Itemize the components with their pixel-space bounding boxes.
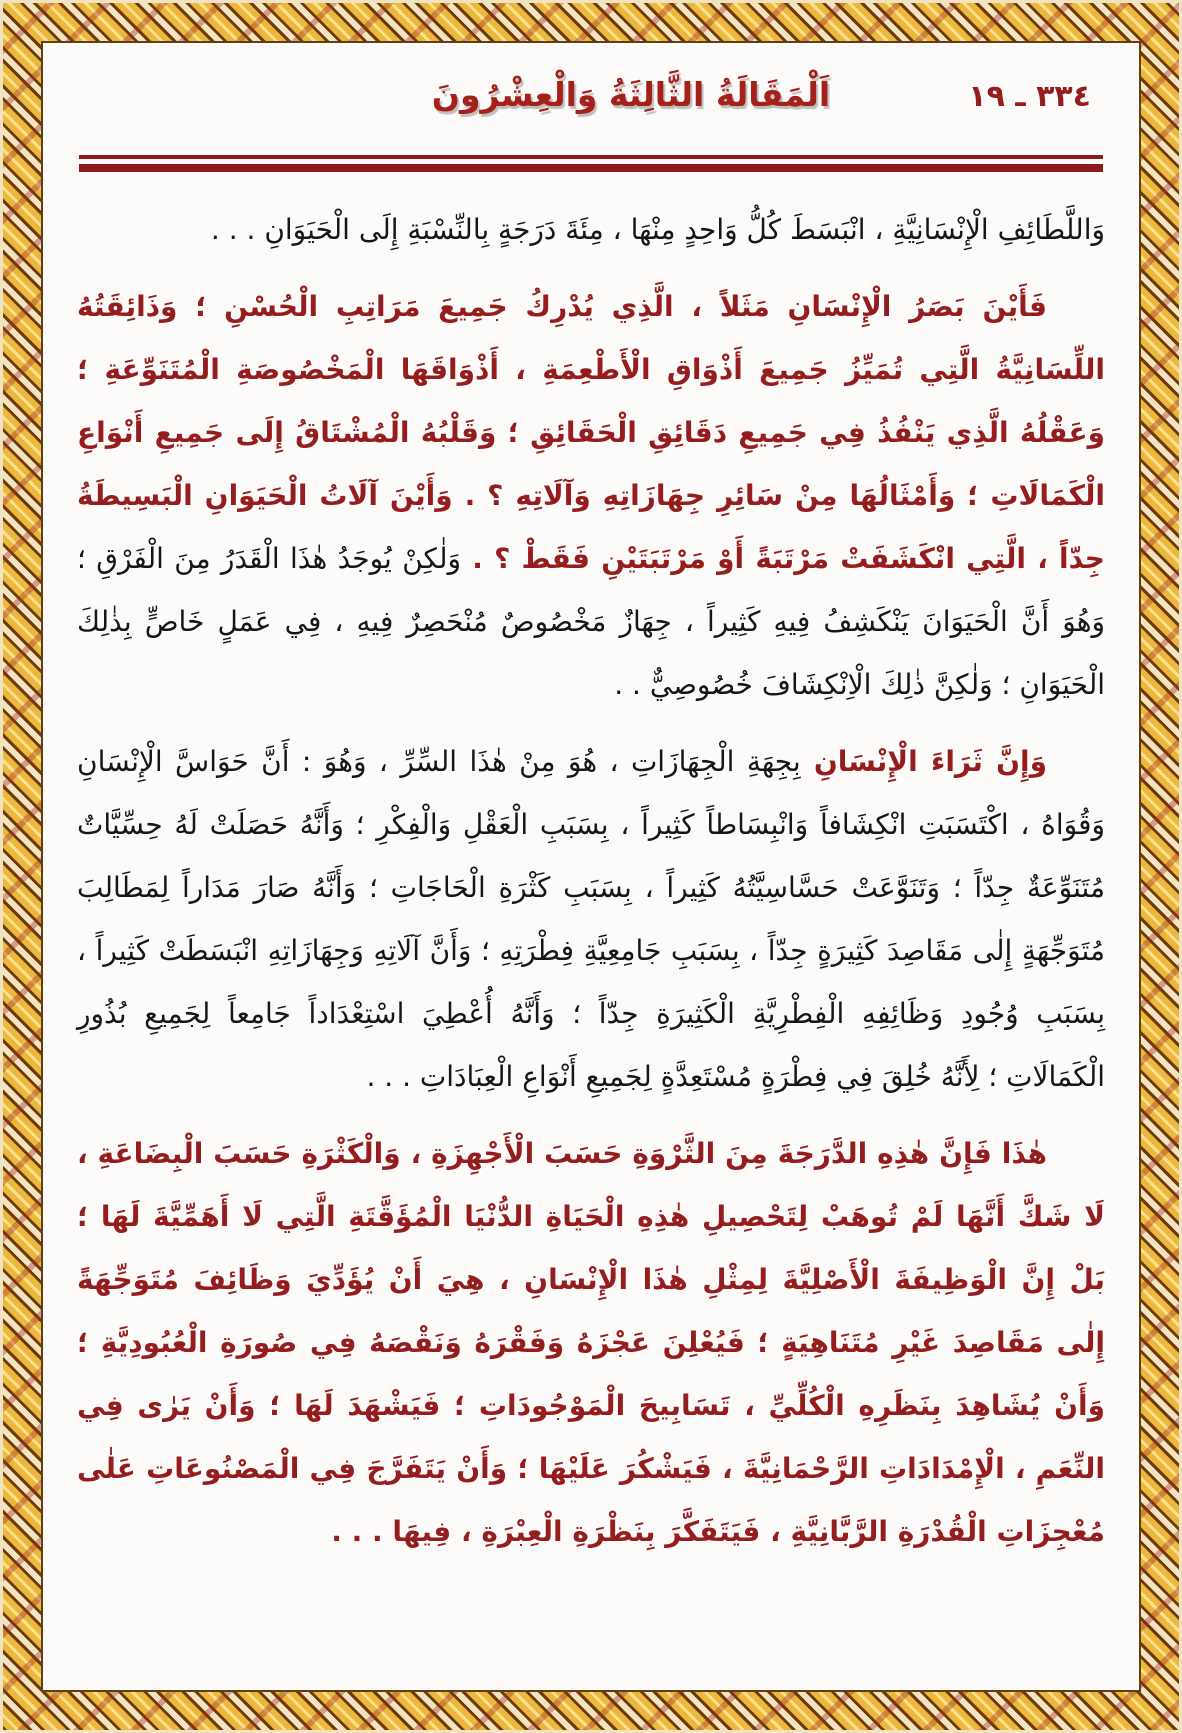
paragraph <box>77 730 1105 1108</box>
book-page <box>41 41 1141 1692</box>
header-divider-thick-rule <box>79 164 1103 172</box>
paragraph-text: وَاللَّطَائِفِ الْإِنْسَانِيَّةِ ، انْبَسَطَ كُلُّ وَاحِدٍ مِنْهَا ، مِئَةَ دَرَجَةٍ بِالنِّسْبَةِ إِلَى الْحَيَوَانِ . . . <box>210 213 1105 246</box>
page-number: ٣٣٤ ـ ١٩ <box>968 79 1091 114</box>
page-title: اَلْمَقَالَةُ الثَّالِثَةُ وَالْعِشْرُونَ <box>431 75 831 114</box>
paragraph-text-red: وَإِنَّ ثَرَاءَ الْإِنْسَانِ <box>800 745 1047 778</box>
header-divider <box>79 155 1103 172</box>
body-text <box>77 198 1105 1563</box>
paragraph-text-red: فَأَيْنَ بَصَرُ الْإِنْسَانِ مَثَلاً ، الَّذِي يُدْرِكُ جَمِيعَ مَرَاتِبِ الْحُسْنِ ؛ وَذَائِقَتُهُ اللِّسَانِيَّةُ الَّتِي تُمَيِّزُ جَمِيعَ أَذْوَاقِ الْأَطْعِمَةِ ، أَذْوَاقَهَا الْمَخْصُوصَةِ الْمُتَنَوِّعَةِ ؛ وَعَقْلُهُ الَّذِي يَنْفُذُ فِي جَمِيعِ دَقَائِقِ الْحَقَائِقِ ؛ وَقَلْبُهُ الْمُشْتَاقُ إِلَى جَمِيعِ أَنْوَاعِ الْكَمَالَاتِ ؛ وَأَمْثَالُهَا مِنْ سَائِرِ جِهَازَاتِهِ وَآلَاتِهِ ؟ . وَأَيْنَ آلَاتُ الْحَيَوَانِ الْبَسِيطَةُ جِدّاً ، الَّتِي انْكَشَفَتْ مَرْتَبَةً أَوْ مَرْتَبَتَيْنِ فَقَطْ ؟ . <box>77 290 1105 575</box>
paragraph <box>77 198 1105 261</box>
paragraph-text-red: هٰذَا فَإِنَّ هٰذِهِ الدَّرَجَةَ مِنَ الثَّرْوَةِ حَسَبَ الْأَجْهِزَةِ ، وَالْكَثْرَةِ حَسَبَ الْبِضَاعَةِ ، لَا شَكَّ أَنَّهَا لَمْ تُوهَبْ لِتَحْصِيلِ هٰذِهِ الْحَيَاةِ الدُّنْيَا الْمُؤَقَّتَةِ الَّتِي لَا أَهَمِّيَّةَ لَهَا ؛ بَلْ إِنَّ الْوَظِيفَةَ الْأَصْلِيَّةَ لِمِثْلِ هٰذَا الْإِنْسَانِ ، هِيَ أَنْ يُؤَدِّيَ وَظَائِفَ مُتَوَجِّهَةً إِلٰى مَقَاصِدَ غَيْرِ مُتَنَاهِيَةٍ ؛ فَيُعْلِنَ عَجْزَهُ وَفَقْرَهُ وَنَقْصَهُ فِي صُورَةِ الْعُبُودِيَّةِ ؛ وَأَنْ يُشَاهِدَ بِنَظَرِهِ الْكُلِّيِّ ، تَسَابِيحَ الْمَوْجُودَاتِ ؛ فَيَشْهَدَ لَهَا ؛ وَأَنْ يَرٰى فِي النِّعَمِ ، الْإِمْدَادَاتِ الرَّحْمَانِيَّةَ ، فَيَشْكُرَ عَلَيْهَا ؛ وَأَنْ يَتَفَرَّجَ فِي الْمَصْنُوعَاتِ عَلٰى مُعْجِزَاتِ الْقُدْرَةِ الرَّبَّانِيَّةِ ، فَيَتَفَكَّرَ بِنَظْرَةِ الْعِبْرَةِ ، فِيهَا . . . <box>77 1137 1105 1548</box>
paragraph-text: بِجِهَةِ الْجِهَازَاتِ ، هُوَ مِنْ هٰذَا السِّرِّ ، وَهُوَ : أَنَّ حَوَاسَّ الْإِنْسَانِ وَقُوَاهُ ، اكْتَسَبَتِ انْكِشَافاً وَانْبِسَاطاً كَثِيراً ، بِسَبَبِ الْعَقْلِ وَالْفِكْرِ ؛ وَأَنَّهُ حَصَلَتْ لَهُ حِسِّيَّاتٌ مُتَنَوِّعَةٌ جِدّاً ؛ وَتَنَوَّعَتْ حَسَّاسِيَّتُهُ كَثِيراً ، بِسَبَبِ كَثْرَةِ الْحَاجَاتِ ؛ وَأَنَّهُ صَارَ مَدَاراً لِمَطَالِبَ مُتَوَجِّهَةٍ إِلٰى مَقَاصِدَ كَثِيرَةٍ جِدّاً ، بِسَبَبِ جَامِعِيَّةِ فِطْرَتِهِ ؛ وَأَنَّ آلَاتِهِ وَجِهَازَاتِهِ انْبَسَطَتْ كَثِيراً ، بِسَبَبِ وُجُودِ وَظَائِفِهِ الْفِطْرِيَّةِ الْكَثِيرَةِ جِدّاً ؛ وَأَنَّهُ أُعْطِيَ اسْتِعْدَاداً جَامِعاً لِجَمِيعِ بُذُورِ الْكَمَالَاتِ ؛ لِأَنَّهُ خُلِقَ فِي فِطْرَةٍ مُسْتَعِدَّةٍ لِجَمِيعِ أَنْوَاعِ الْعِبَادَاتِ . . . <box>77 745 1105 1093</box>
paragraph <box>77 275 1105 716</box>
paragraph <box>77 1122 1105 1563</box>
paragraph-text: وَلٰكِنْ يُوجَدُ هٰذَا الْقَدَرُ مِنَ الْفَرْقِ ؛ وَهُوَ أَنَّ الْحَيَوَانَ يَنْكَشِفُ فِيهِ كَثِيراً ، جِهَازٌ مَخْصُوصٌ مُنْحَصِرٌ فِيهِ ، فِي عَمَلٍ خَاصٍّ بِذٰلِكَ الْحَيَوَانِ ؛ وَلٰكِنَّ ذٰلِكَ الْاِنْكِشَافَ خُصُوصِيٌّ . . <box>77 542 1105 701</box>
page-header <box>77 75 1105 145</box>
